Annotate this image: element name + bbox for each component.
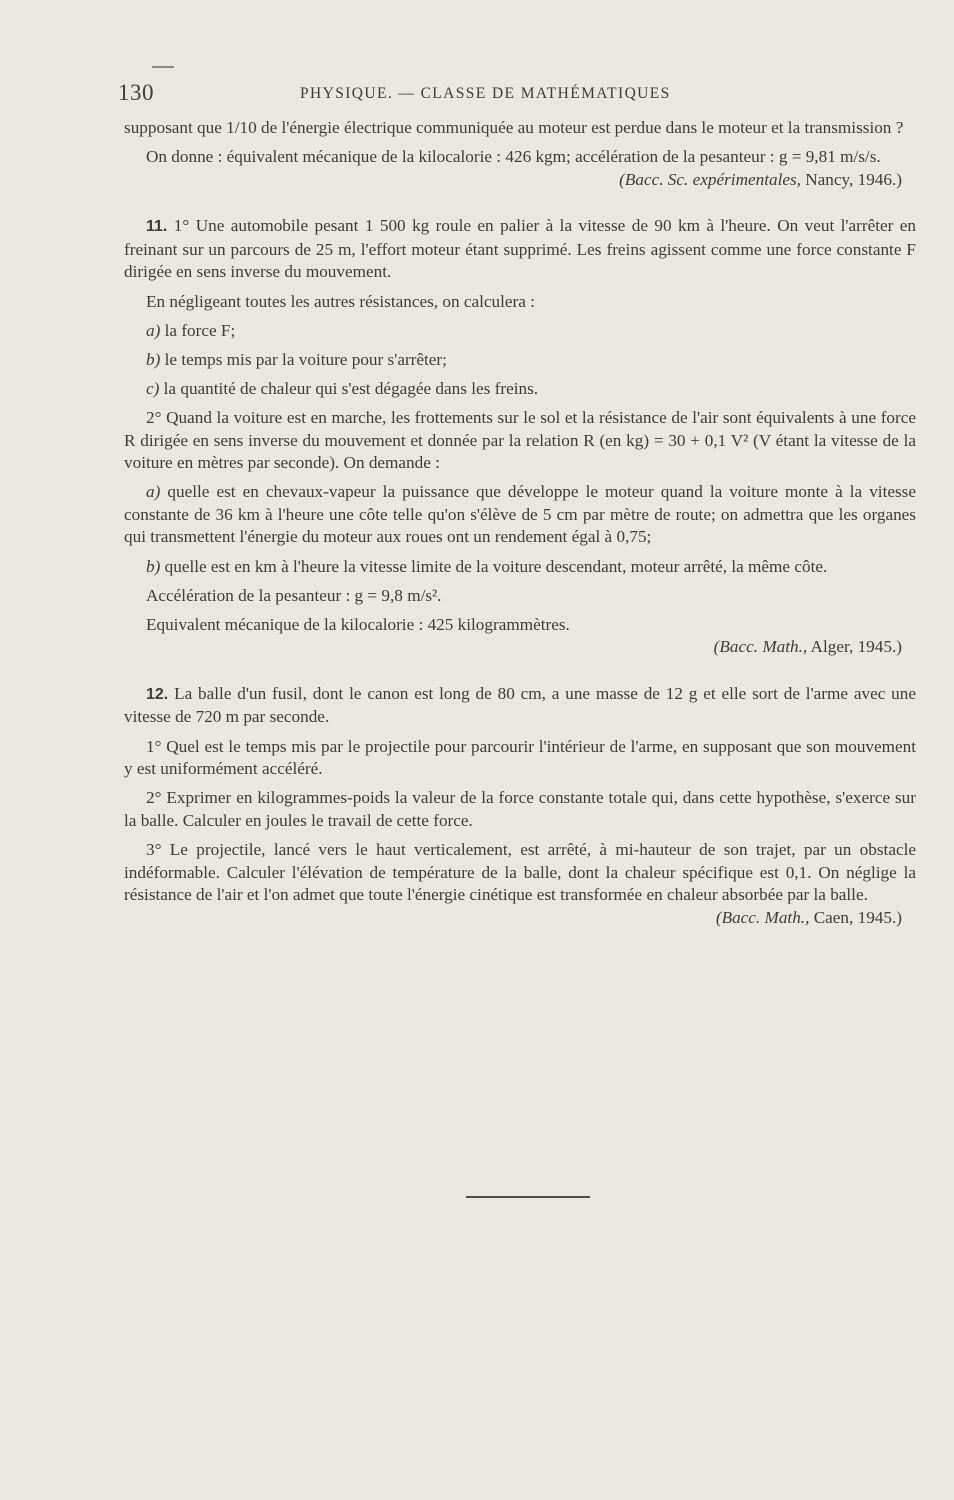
prev-exercise-data: On donne : équivalent mécanique de la kilocalorie : 426 kgm; accélération de la pesanteur : g = 9,81 m/s/s. [146, 147, 881, 167]
exercise-12-question-3: 3° Le projectile, lancé vers le haut verticalement, est arrêté, à mi-hauteur de son trajet, par un obstacle indéformable. Calculer l'élévation de température de la balle, dont la chaleur spécifique est 0,1. On néglige la résistance de l'air et l'on admet que toute l'énergie cinétique est transformée en chaleur absorbée par la balle. [124, 839, 916, 905]
page-body [124, 117, 916, 953]
page-number: 130 [118, 80, 154, 105]
exercise-12-statement: 12. La balle d'un fusil, dont le canon est long de 80 cm, a une masse de 12 g et elle sort de l'arme avec une vitesse de 720 m par seconde. [124, 683, 916, 727]
exercise-12-citation: (Bacc. Math., Caen, 1945.) [715, 907, 902, 927]
exercise-11-gravity: Accélération de la pesanteur : g = 9,8 m/s². [146, 585, 442, 605]
exercise-11-instruction: En négligeant toutes les autres résistances, on calculera : [146, 291, 535, 311]
exercise-number: 11. [146, 218, 168, 236]
prev-exercise-end: supposant que 1/10 de l'énergie électrique communiquée au moteur est perdue dans le moteur et la transmission ? [124, 118, 904, 137]
exercise-12-question-1: 1° Quel est le temps mis par le projectile pour parcourir l'intérieur de l'arme, en supposant que son mouvement y est uniformément accéléré. [124, 736, 916, 779]
exercise-11-equivalent: Equivalent mécanique de la kilocalorie : 425 kilogrammètres. [146, 614, 570, 634]
exercise-12-question-2: 2° Exprimer en kilogrammes-poids la valeur de la force constante totale qui, dans cette hypothèse, s'exerce sur la balle. Calculer en joules le travail de cette force. [124, 788, 916, 830]
exercise-11-question-2b: b) quelle est en km à l'heure la vitesse limite de la voiture descendant, moteur arrêté, la même côte. [146, 556, 828, 576]
exercise-11-question-b: b) le temps mis par la voiture pour s'arrêter; [146, 349, 447, 369]
end-rule [466, 1196, 590, 1198]
exercise-11-question-2a: a) quelle est en chevaux-vapeur la puissance que développe le moteur quand la voiture monte à la vitesse constante de 36 km à l'heure une côte telle qu'on s'élève de 5 cm par mètre de route; on admettra que les organes qui transmettent l'énergie du moteur aux roues ont un rendement égal à 0,75; [124, 482, 916, 547]
citation-exam: (Bacc. Sc. expérimentales, [619, 169, 801, 189]
exercise-11-citation: (Bacc. Math., Alger, 1945.) [713, 637, 902, 657]
exercise-11-part-1: 11. 1° Une automobile pesant 1 500 kg roule en palier à la vitesse de 90 km à l'heure. On veut l'arrêter en freinant sur un parcours de 25 m, l'effort moteur étant supprimé. Les freins agissent comme une force constante F dirigée en sens inverse du mouvement. [124, 216, 916, 282]
citation-place: Nancy, 1946.) [800, 169, 902, 189]
exercise-11-question-a: a) la force F; [146, 320, 236, 340]
exercise-number: 12. [146, 685, 169, 703]
running-title: PHYSIQUE. — CLASSE DE MATHÉMATIQUES [300, 85, 671, 102]
prev-exercise-citation [124, 169, 916, 192]
exercise-11-part-2: 2° Quand la voiture est en marche, les frottements sur le sol et la résistance de l'air sont équivalents à une force R dirigée en sens inverse du mouvement et donnée par la relation R (en kg) = 30 + 0,1 V² (V étant la vitesse de la voiture en mètres par seconde). On demande : [124, 407, 916, 473]
page-header [118, 80, 918, 106]
exercise-11-question-c: c) la quantité de chaleur qui s'est dégagée dans les freins. [146, 378, 539, 398]
top-mark [152, 66, 174, 68]
